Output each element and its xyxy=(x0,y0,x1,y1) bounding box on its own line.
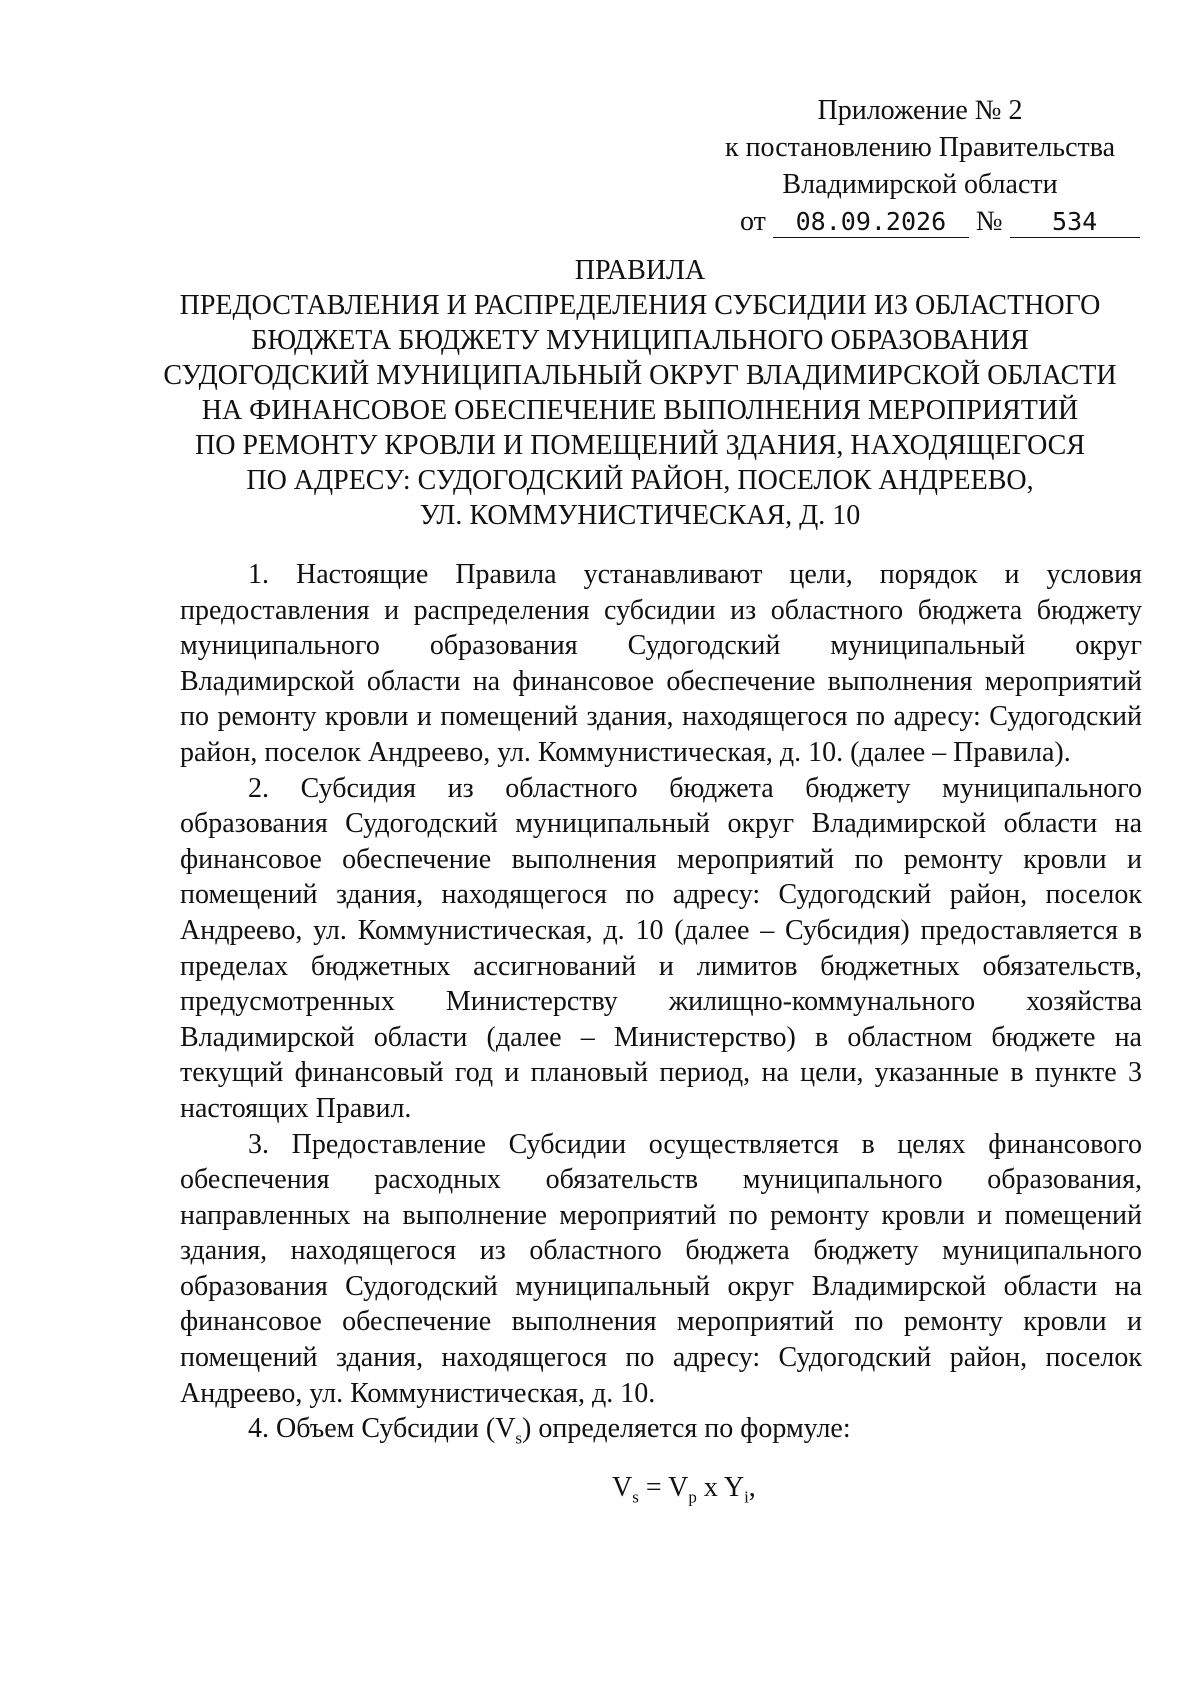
paragraph-4 xyxy=(180,1411,1142,1447)
formula-sub-s: s xyxy=(632,1487,639,1507)
p4-text-before: 4. Объем Субсидии (V xyxy=(248,1413,516,1445)
number-label: № xyxy=(975,206,1003,237)
formula-sub-p: p xyxy=(688,1487,697,1507)
formula-sub-i: i xyxy=(744,1487,749,1507)
appendix-date-row xyxy=(700,203,1140,240)
title-line: ПРАВИЛА xyxy=(574,255,706,286)
formula-end: , xyxy=(748,1472,756,1503)
appendix-region: Владимирской области xyxy=(782,169,1058,200)
document-body xyxy=(180,557,1142,1447)
appendix-block xyxy=(700,92,1140,240)
formula-x: x Y xyxy=(696,1472,745,1503)
formula-v: V xyxy=(612,1472,633,1503)
title-line: НА ФИНАНСОВОЕ ОБЕСПЕЧЕНИЕ ВЫПОЛНЕНИЯ МЕРОПРИЯТИЙ xyxy=(201,395,1079,426)
title-line: ПРЕДОСТАВЛЕНИЯ И РАСПРЕДЕЛЕНИЯ СУБСИДИИ ИЗ ОБЛАСТНОГО xyxy=(179,290,1101,321)
paragraph-3: 3. Предоставление Субсидии осуществляется в целях финансового обеспечения расходных обязательств муниципального образования, направленных на выполнение мероприятий по ремонту кровли и помещений здания, находящегося из областного бюджета бюджету муниципального образования Судогодский муниципальный округ Владимирской области на финансовое обеспечение выполнения мероприятий по ремонту кровли и помещений здания, находящегося по адресу: Судогодский район, поселок Андреево, ул. Коммунистическая, д. 10. xyxy=(180,1128,1142,1409)
appendix-resolution: к постановлению Правительства xyxy=(724,132,1116,163)
title-line: УЛ. КОММУНИСТИЧЕСКАЯ, Д. 10 xyxy=(419,500,861,531)
paragraph-1: 1. Настоящие Правила устанавливают цели, порядок и условия предоставления и распределения субсидии из областного бюджета бюджету муниципального образования Судогодский муниципальный округ Владимирской области на финансовое обеспечение выполнения мероприятий по ремонту кровли и помещений здания, находящегося по адресу: Судогодский район, поселок Андреево, ул. Коммунистическая, д. 10. (далее – Правила). xyxy=(180,559,1142,768)
title-line: ПО АДРЕСУ: СУДОГОДСКИЙ РАЙОН, ПОСЕЛОК АНДРЕЕВО, xyxy=(246,465,1034,496)
title-line: БЮДЖЕТА БЮДЖЕТУ МУНИЦИПАЛЬНОГО ОБРАЗОВАНИЯ xyxy=(251,325,1029,356)
document-title xyxy=(130,253,1150,533)
title-line: СУДОГОДСКИЙ МУНИЦИПАЛЬНЫЙ ОКРУГ ВЛАДИМИРСКОЙ ОБЛАСТИ xyxy=(163,360,1117,391)
resolution-date: 08.09.2026 xyxy=(773,207,969,238)
title-line: ПО РЕМОНТУ КРОВЛИ И ПОМЕЩЕНИЙ ЗДАНИЯ, НАХОДЯЩЕГОСЯ xyxy=(194,430,1086,461)
subsidy-formula xyxy=(612,1472,756,1507)
paragraph-2: 2. Субсидия из областного бюджета бюджету муниципального образования Судогодский муниципальный округ Владимирской области на финансовое обеспечение выполнения мероприятий по ремонту кровли и помещений здания, находящегося по адресу: Судогодский район, поселок Андреево, ул. Коммунистическая, д. 10 (далее – Субсидия) предоставляется в пределах бюджетных ассигнований и лимитов бюджетных обязательств, предусмотренных Министерству жилищно-коммунального хозяйства Владимирской области (далее – Министерство) в областном бюджете на текущий финансовый год и плановый период, на цели, указанные в пункте 3 настоящих Правил. xyxy=(180,772,1142,1124)
formula-eq: = V xyxy=(638,1472,689,1503)
appendix-title: Приложение № 2 xyxy=(817,95,1023,126)
p4-text-after: ) определяется по формуле: xyxy=(522,1413,851,1445)
resolution-number: 534 xyxy=(1010,207,1140,238)
p4-subscript: s xyxy=(515,1428,523,1448)
from-label: от xyxy=(740,206,766,237)
